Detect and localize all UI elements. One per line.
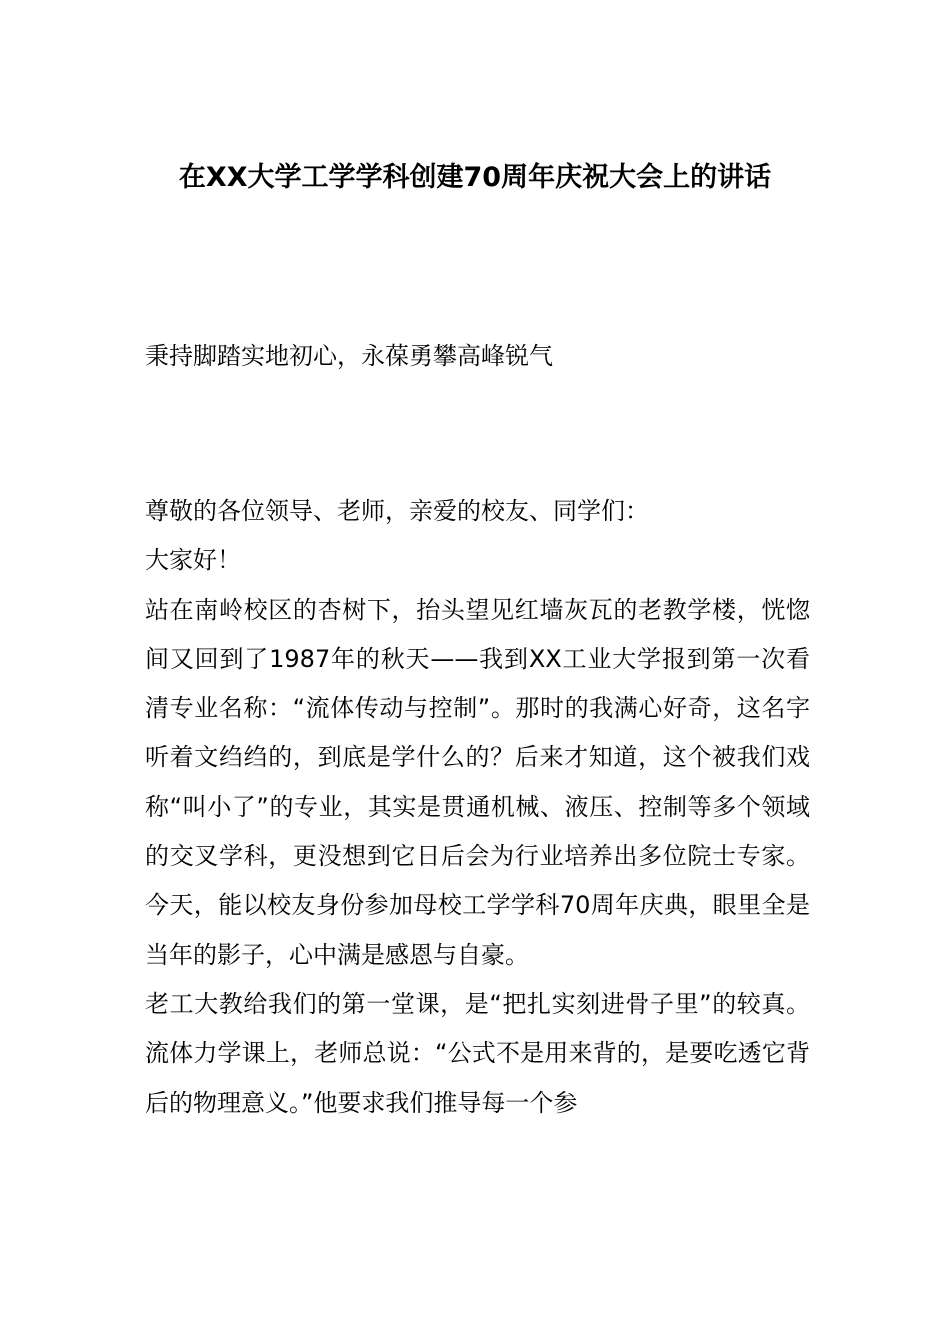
document-subtitle: 秉持脚踏实地初心，永葆勇攀高峰锐气: [145, 342, 553, 370]
salutation-paragraph: 尊敬的各位领导、老师，亲爱的校友、同学们：: [145, 497, 649, 525]
document-body: [145, 487, 810, 1128]
body-paragraph: 站在南岭校区的杏树下，抬头望见红墙灰瓦的老教学楼，恍惚间又回到了1987年的秋天——我到XX工业大学报到第一次看清专业名称：“流体传动与控制”。那时的我满心好奇，这名字听着文绉绉的，到底是学什么的？后来才知道，这个被我们戏称“叫小了”的专业，其实是贯通机械、液压、控制等多个领域的交叉学科，更没想到它日后会为行业培养出多位院士专家。今天，能以校友身份参加母校工学学科70周年庆典，眼里全是当年的影子，心中满是感恩与自豪。: [145, 595, 810, 969]
body-paragraph: 老工大教给我们的第一堂课，是“把扎实刻进骨子里”的较真。流体力学课上，老师总说：“公式不是用来背的，是要吃透它背后的物理意义。”他要求我们推导每一个参: [145, 989, 810, 1117]
greeting-paragraph: 大家好！: [145, 546, 241, 575]
document-title: 在XX大学工学学科创建70周年庆祝大会上的讲话: [178, 162, 772, 193]
